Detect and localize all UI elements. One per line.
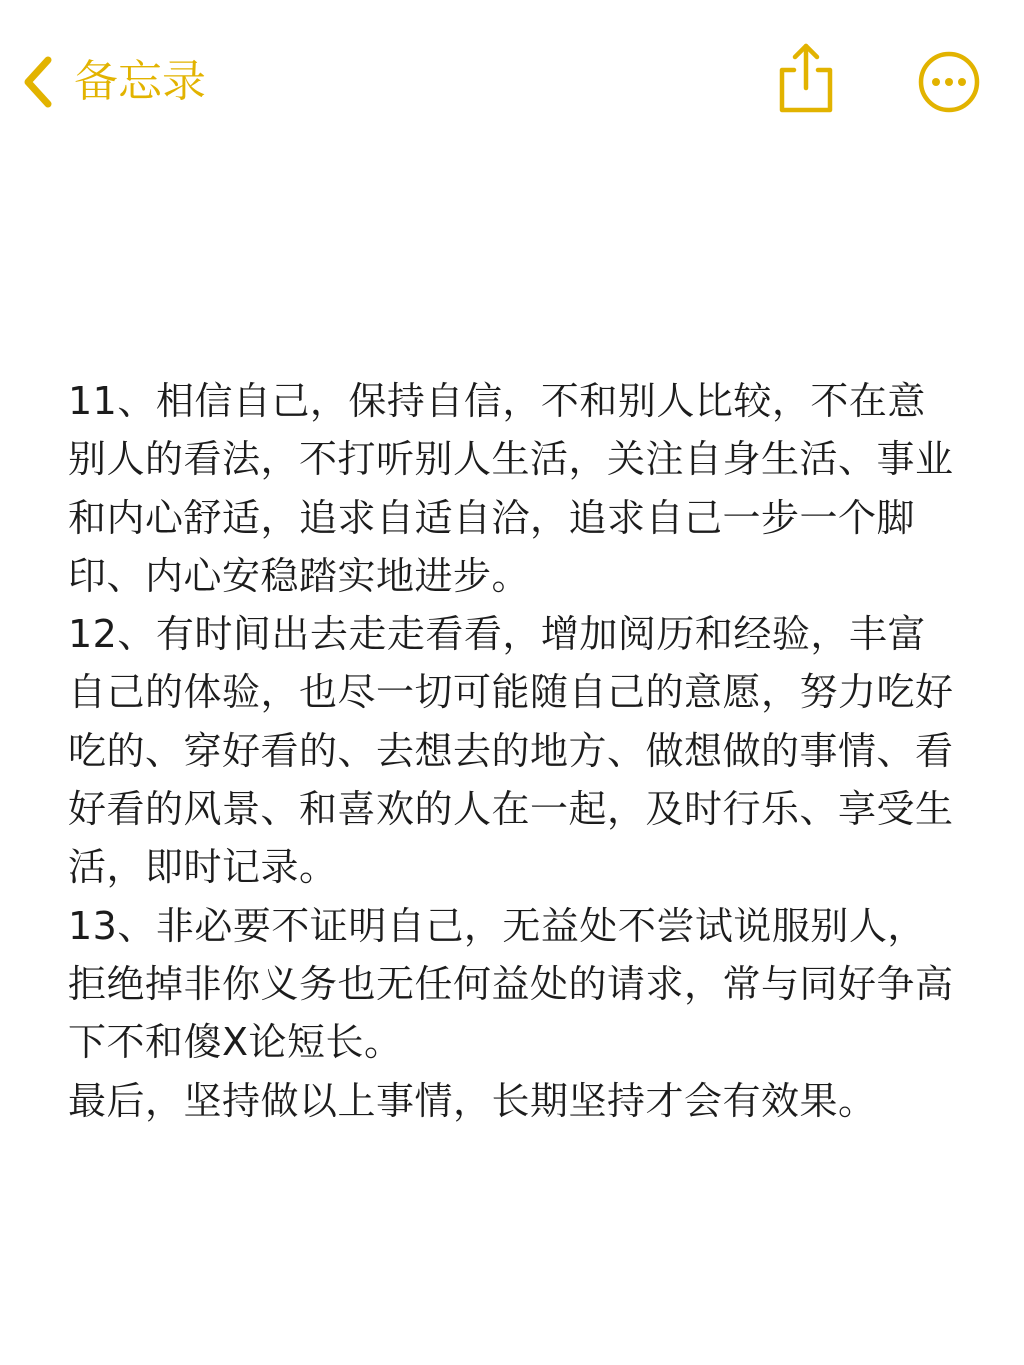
navigation-bar [0, 0, 1024, 160]
share-icon [776, 40, 836, 116]
note-paragraph-13: 13、非必要不证明自己，无益处不尝试说服别人，拒绝掉非你义务也无任何益处的请求，常与同好争高下不和傻X论短长。 [68, 903, 954, 1065]
note-body[interactable] [68, 372, 958, 1130]
ellipsis-circle-icon [917, 50, 981, 114]
back-label: 备忘录 [74, 56, 206, 107]
note-paragraph-11: 11、相信自己，保持自信，不和别人比较，不在意别人的看法，不打听别人生活，关注自身生活、事业和内心舒适，追求自适自洽，追求自己一步一个脚印、内心安稳踏实地进步。 [68, 379, 954, 598]
share-button[interactable] [776, 40, 836, 116]
note-paragraph-12: 12、有时间出去走走看看，增加阅历和经验，丰富自己的体验，也尽一切可能随自己的意愿，努力吃好吃的、穿好看的、去想去的地方、做想做的事情、看好看的风景、和喜欢的人在一起，及时行乐、享受生活，即时记录。 [68, 612, 954, 890]
back-button[interactable] [20, 52, 206, 112]
chevron-left-icon [20, 54, 56, 110]
note-paragraph-final: 最后，坚持做以上事情，长期坚持才会有效果。 [68, 1078, 877, 1123]
more-options-button[interactable] [917, 50, 981, 114]
